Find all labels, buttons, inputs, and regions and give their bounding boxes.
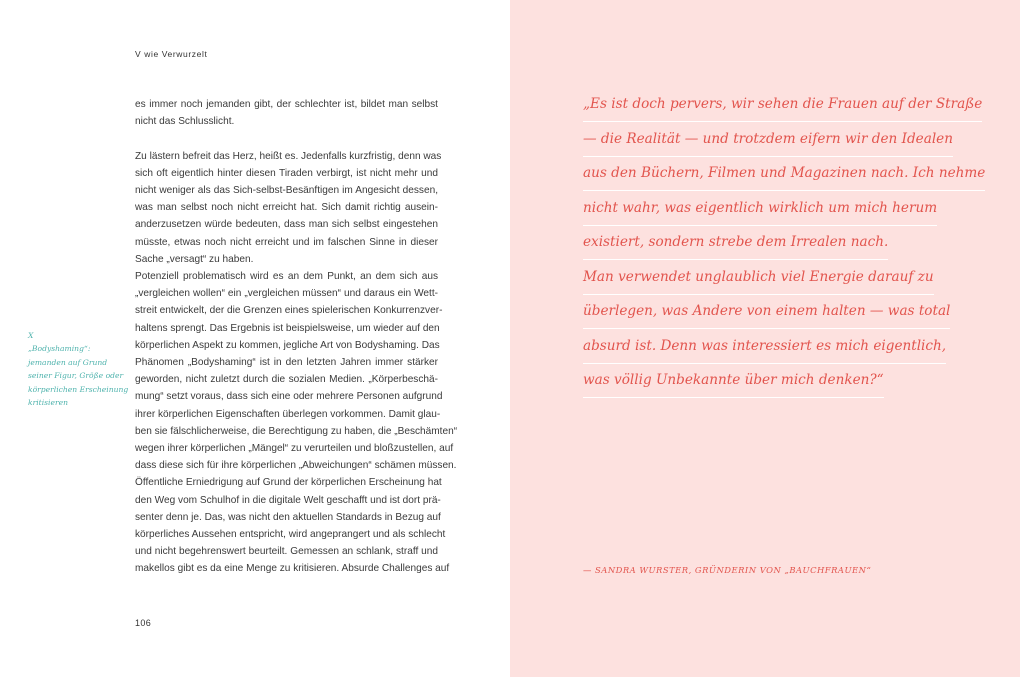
sidenote-marker: X [28, 331, 34, 340]
text-line: ihrer körperlichen Eigenschaften überlegen vorkommen. Damit glau- [135, 408, 441, 420]
quote-attribution: — SANDRA WURSTER, GRÜNDERIN VON „BAUCHFRAUEN“ [583, 565, 872, 575]
page-number: 106 [135, 618, 152, 628]
text-line: müsste, etwas noch nicht erreicht und im falschen Sinne in dieser [135, 236, 438, 248]
quote-line: überlegen, was Andere von einem halten — was total [583, 297, 943, 332]
text-line: „vergleichen wollen“ ein „vergleichen müssen“ und daraus ein Wett- [135, 288, 438, 300]
quote-line: Man verwendet unglaublich viel Energie darauf zu [583, 263, 943, 298]
text-line: makellos gibt es da eine Menge zu kritisieren. Absurde Challenges auf [135, 563, 450, 575]
text-line: und nicht begehrenswert beurteilt. Gemessen an schlank, straff und [135, 546, 438, 558]
text-line: nicht das Schlusslicht. [135, 116, 235, 128]
text-line: geworden, nicht zuletzt durch die sozialen Medien. „Körperbeschä- [135, 374, 438, 386]
text-line: Zu lästern befreit das Herz, heißt es. Jedenfalls kurzfristig, denn was [135, 150, 442, 162]
sidenote-line: kritisieren [28, 398, 68, 408]
text-line: sich oft eigentlich hinter diesen Tiraden verbirgt, ist nicht mehr und [135, 167, 438, 179]
text-line: Öffentliche Erniedrigung auf Grund der körperlichen Erscheinung hat [135, 477, 442, 489]
quote-line: existiert, sondern strebe dem Irrealen nach. [583, 228, 943, 263]
text-line: mung“ setzt voraus, dass sich eine oder mehrere Personen aufgrund [135, 391, 443, 403]
text-line: Phänomen „Bodyshaming“ ist in den letzten Jahren immer stärker [135, 357, 438, 369]
text-line: den Weg vom Schulhof in die digitale Welt geschafft und ist dort prä- [135, 494, 441, 506]
text-line: es immer noch jemanden gibt, der schlechter ist, bildet man selbst [135, 99, 438, 110]
paragraph-2 [135, 148, 442, 268]
text-line: Sache „versagt“ zu haben. [135, 253, 254, 265]
quote-line: — die Realität — und trotzdem eifern wir den Idealen [583, 125, 943, 160]
running-head: V wie Verwurzelt [135, 49, 208, 59]
text-line: streit entwickelt, der die Grenzen eines spielerischen Konkurrenzver- [135, 305, 443, 317]
text-line: nicht weniger als das Sich-selbst-Besänftigen im Angesicht dessen, [135, 185, 438, 196]
quote-line: absurd ist. Denn was interessiert es mich eigentlich, [583, 332, 943, 367]
text-line: haltens sprengt. Das Ergebnis ist beispielsweise, um wieder auf den [135, 322, 440, 334]
quote-line: aus den Büchern, Filmen und Magazinen nach. Ich nehme [583, 159, 943, 194]
body-text [135, 96, 458, 578]
text-line: was man selbst noch nicht erreicht hat. Sich damit richtig ausein- [135, 202, 438, 214]
text-line: wegen ihrer körperlichen „Mängel“ zu verurteilen und bloßzustellen, auf [135, 443, 454, 455]
sidenote-line: körperlichen Erscheinung [28, 384, 129, 394]
paragraph-1 [135, 96, 438, 130]
sidenote [28, 329, 129, 409]
quote-line: was völlig Unbekannte über mich denken?“ [583, 366, 943, 401]
text-line: körperlichen Aspekt zu kommen, jegliche Art von Bodyshaming. Das [135, 339, 440, 351]
text-line: dass diese sich für ihre körperlichen „Abweichungen“ schämen müssen. [135, 460, 457, 472]
paragraph-3 [135, 268, 458, 578]
quote-line: nicht wahr, was eigentlich wirklich um mich herum [583, 194, 943, 229]
sidenote-line: jemanden auf Grund [28, 357, 108, 367]
sidenote-line: seiner Figur, Größe oder [28, 371, 124, 381]
text-line: körperliches Aussehen entspricht, wird angeprangert und als schlecht [135, 529, 446, 541]
text-line: ben sie fälschlicherweise, die Berechtigung zu haben, die „Beschämten“ [135, 425, 458, 437]
text-line: anderzusetzen würde bedeuten, dass man sich selbst eingestehen [135, 219, 438, 231]
quote-line: „Es ist doch pervers, wir sehen die Frauen auf der Straße [583, 90, 943, 125]
pull-quote [583, 90, 986, 401]
text-line: Potenziell problematisch wird es an dem Punkt, an dem sich aus [135, 271, 438, 283]
sidenote-line: „Bodyshaming“: [28, 344, 91, 354]
text-line: senter denn je. Das, was nicht den aktuellen Standards in Bezug auf [135, 511, 441, 523]
